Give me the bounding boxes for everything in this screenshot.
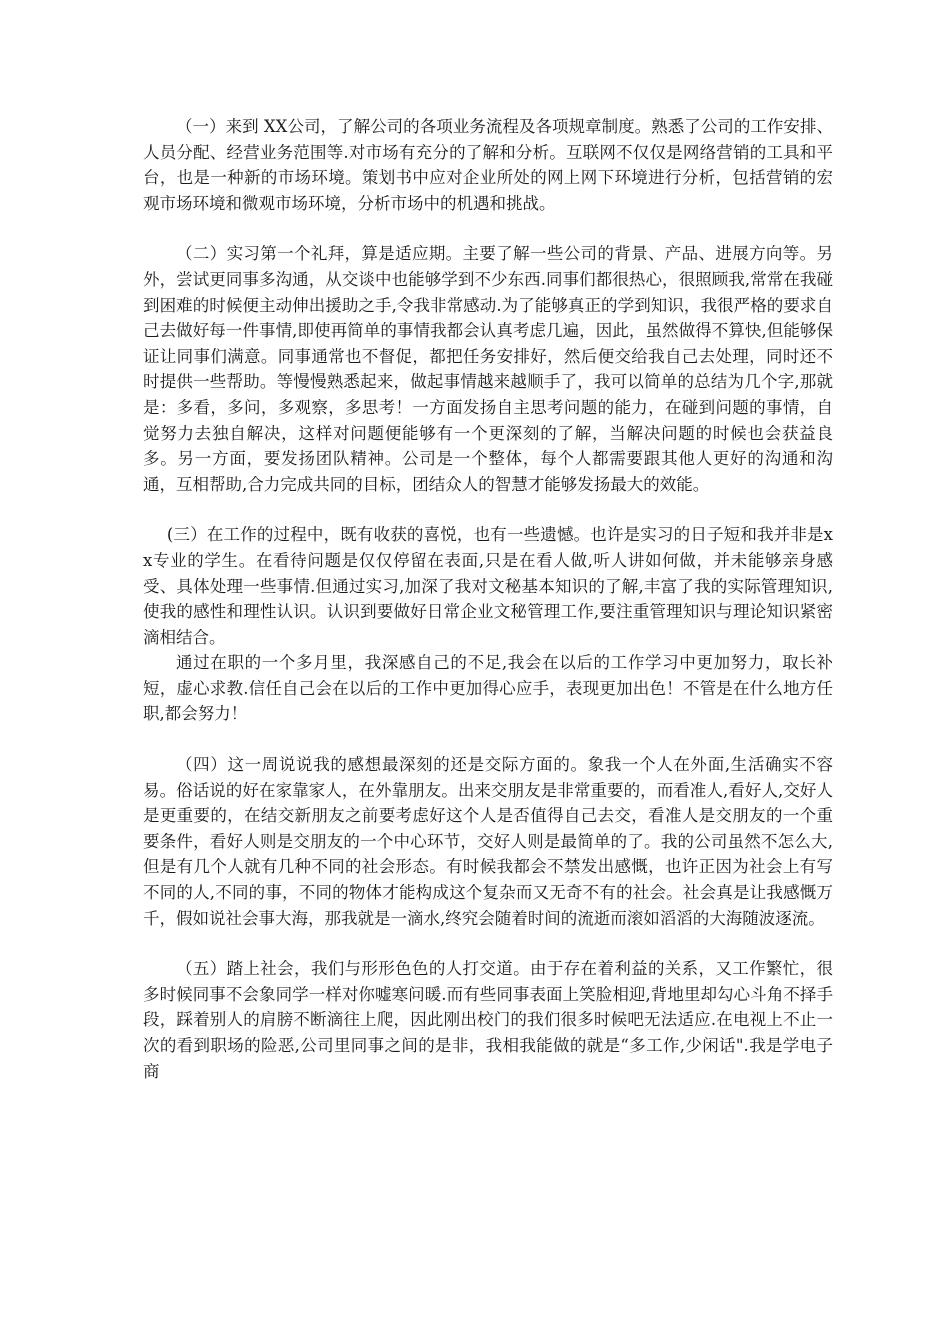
- paragraph-3: (三）在工作的过程中，既有收获的喜悦，也有一些遗憾。也许是实习的日子短和我并非是xx专业的学生。在看待问题是仅仅停留在表面,只是在看人做,听人讲如何做，并未能够亲身感受、具体处理一些事情.但通过实习,加深了我对文秘基本知识的了解,丰富了我的实际管理知识,使我的感性和理性认识。认识到要做好日常企业文秘管理工作,要注重管理知识与理论知识紧密滴相结合。: [143, 525, 833, 647]
- paragraph-4: 通过在职的一个多月里，我深感自己的不足,我会在以后的工作学习中更加努力，取长补短，虚心求教.信任自己会在以后的工作中更加得心应手，表现更加出色！不管是在什么地方任职,都会努力！: [143, 653, 833, 724]
- paragraph-6: （五）踏上社会，我们与形形色色的人打交道。由于存在着利益的关系，又工作繁忙，很多时候同事不会象同学一样对你嘘寒问暖.而有些同事表面上笑脸相迎,背地里却勾心斗角不择手段，踩着别人的肩膀不断滴往上爬，因此刚出校门的我们很多时候吧无法适应.在电视上不止一次的看到职场的险恶,公司里同事之间的是非，我相我能做的就是“多工作,少闲话".我是学电子商: [143, 959, 833, 1081]
- document-body: [143, 114, 833, 1084]
- paragraph-2: （二）实习第一个礼拜，算是适应期。主要了解一些公司的背景、产品、进展方向等。另外，尝试更同事多沟通，从交谈中也能够学到不少东西.同事们都很热心，很照顾我,常常在我碰到困难的时候便主动伸出援助之手,令我非常感动.为了能够真正的学到知识，我很严格的要求自己去做好每一件事情,即使再简单的事情我都会认真考虑几遍，因此，虽然做得不算快,但能够保证让同事们满意。同事通常也不督促，都把任务安排好，然后便交给我自己去处理，同时还不时提供一些帮助。等慢慢熟悉起来，做起事情越来越顺手了，我可以简单的总结为几个字,那就是：多看，多问，多观察，多思考！一方面发扬自主思考问题的能力，在碰到问题的事情，自觉努力去独自解决，这样对问题便能够有一个更深刻的了解，当解决问题的时候也会获益良多。另一方面，要发扬团队精神。公司是一个整体，每个人都需要跟其他人更好的沟通和沟通，互相帮助,合力完成共同的目标，团结众人的智慧才能够发扬最大的效能。: [143, 244, 833, 494]
- paragraph-5: （四）这一周说说我的感想最深刻的还是交际方面的。象我一个人在外面,生活确实不容易。俗话说的好在家靠家人，在外靠朋友。出来交朋友是非常重要的，而看准人,看好人,交好人是更重要的，在结交新朋友之前要考虑好这个人是否值得自己去交，看准人是交朋友的一个重要条件，看好人则是交朋友的一个中心环节，交好人则是最简单的了。我的公司虽然不怎么大,但是有几个人就有几种不同的社会形态。有时候我都会不禁发出感慨，也许正因为社会上有写不同的人,不同的事，不同的物体才能构成这个复杂而又无奇不有的社会。社会真是让我感慨万千，假如说社会事大海，那我就是一滴水,终究会随着时间的流逝而滚如滔滔的大海随波逐流。: [143, 755, 833, 928]
- paragraph-1: （一）来到 XX公司，了解公司的各项业务流程及各项规章制度。熟悉了公司的工作安排、人员分配、经营业务范围等.对市场有充分的了解和分析。互联网不仅仅是网络营销的工具和平台，也是一种新的市场环境。策划书中应对企业所处的网上网下环境进行分析，包括营销的宏观市场环境和微观市场环境，分析市场中的机遇和挑战。: [143, 117, 833, 213]
